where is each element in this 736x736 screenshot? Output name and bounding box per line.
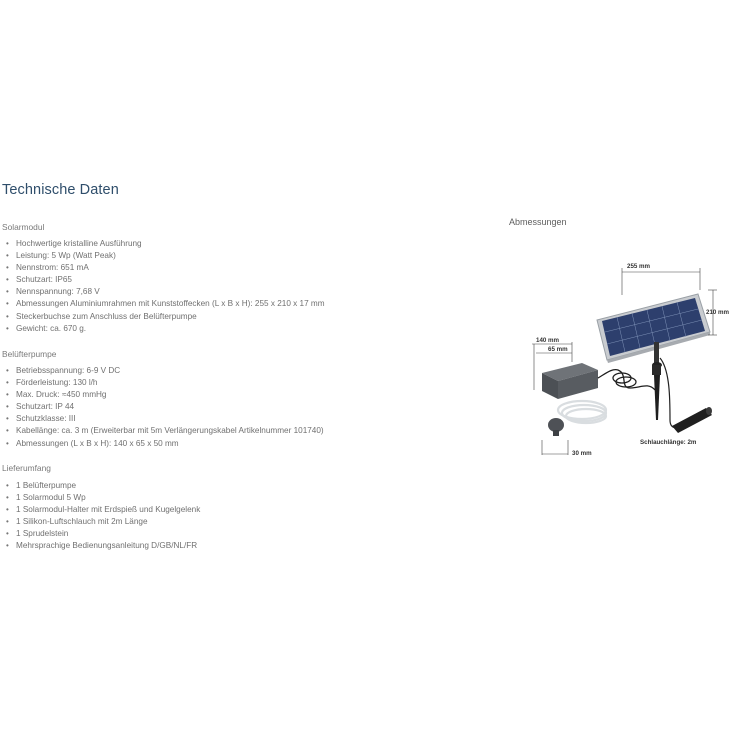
cable-plug [672, 407, 712, 433]
list-item: • Gewicht: ca. 670 g. [6, 323, 325, 335]
list-item: • Max. Druck: ≈450 mmHg [6, 389, 324, 401]
air-stone [548, 418, 564, 436]
aerator-pump [542, 363, 598, 399]
bullet-icon: • [6, 263, 9, 273]
list-item: • 1 Solarmodul 5 Wp [6, 492, 200, 504]
bullet-icon: • [6, 541, 9, 551]
bullet-icon: • [6, 505, 9, 515]
panel-width-label: 255 mm [627, 263, 651, 270]
list-item: • 1 Solarmodul-Halter mit Erdspieß und Kugelgelenk [6, 504, 200, 516]
list-item: • Schutzklasse: III [6, 413, 324, 425]
bullet-icon: • [6, 517, 9, 527]
product-dimensions-figure [520, 250, 736, 465]
list-item: • Abmessungen Aluminiumrahmen mit Kunststoffecken (L x B x H): 255 x 210 x 17 mm [6, 298, 325, 310]
solarmodul-spec-list [6, 238, 325, 335]
product-illustration [520, 250, 736, 465]
pump-width-label: 65 mm [548, 346, 568, 353]
list-item: • Förderleistung: 130 l/h [6, 377, 324, 389]
bullet-icon: • [6, 493, 9, 503]
bullet-icon: • [6, 426, 9, 436]
bullet-icon: • [6, 299, 9, 309]
section-heading-belufterpumpe: Belüfterpumpe [2, 349, 57, 359]
bullet-icon: • [6, 378, 9, 388]
bullet-icon: • [6, 323, 9, 333]
list-item: • Nennspannung: 7,68 V [6, 286, 325, 298]
bullet-icon: • [6, 481, 9, 490]
bullet-icon: • [6, 251, 9, 261]
bullet-icon: • [6, 402, 9, 412]
list-item: • 1 Sprudelstein [6, 528, 200, 540]
list-item: • Nennstrom: 651 mA [6, 262, 325, 274]
list-item: • Betriebsspannung: 6-9 V DC [6, 365, 324, 377]
bullet-icon: • [6, 287, 9, 297]
page-title: Technische Daten [2, 182, 119, 198]
bullet-icon: • [6, 529, 9, 539]
bullet-icon: • [6, 311, 9, 321]
belufterpumpe-spec-list [6, 365, 324, 450]
hose-length-label: Schlauchlänge: 2m [640, 439, 697, 446]
list-item: • 1 Silikon-Luftschlauch mit 2m Länge [6, 516, 200, 528]
stone-width-label: 30 mm [572, 450, 592, 457]
pump-cable [598, 370, 655, 390]
list-item: • Kabellänge: ca. 3 m (Erweiterbar mit 5m Verlängerungskabel Artikelnummer 101740) [6, 425, 324, 437]
ground-stake [652, 342, 662, 420]
list-item: • Leistung: 5 Wp (Watt Peak) [6, 250, 325, 262]
bullet-icon: • [6, 275, 9, 285]
section-heading-solarmodul: Solarmodul [2, 222, 45, 232]
solar-panel [597, 294, 710, 363]
bullet-icon: • [6, 438, 9, 448]
list-item: • Hochwertige kristalline Ausführung [6, 238, 325, 250]
list-item: • Mehrsprachige Bedienungsanleitung D/GB/NL/FR [6, 540, 200, 552]
bullet-icon: • [6, 414, 9, 424]
bullet-icon: • [6, 239, 9, 248]
list-item: • Abmessungen (L x B x H): 140 x 65 x 50 mm [6, 438, 324, 450]
pump-length-label: 140 mm [536, 337, 560, 344]
section-heading-lieferumfang: Lieferumfang [2, 463, 51, 473]
list-item: • Steckerbuchse zum Anschluss der Belüfterpumpe [6, 311, 325, 323]
list-item: • Schutzart: IP 44 [6, 401, 324, 413]
bullet-icon: • [6, 366, 9, 375]
silicone-hose [558, 401, 606, 423]
list-item: • 1 Belüfterpumpe [6, 480, 200, 492]
lieferumfang-spec-list [6, 480, 200, 553]
dimensions-heading: Abmessungen [509, 217, 567, 227]
panel-height-label: 210 mm [706, 309, 730, 316]
bullet-icon: • [6, 390, 9, 400]
list-item: • Schutzart: IP65 [6, 274, 325, 286]
